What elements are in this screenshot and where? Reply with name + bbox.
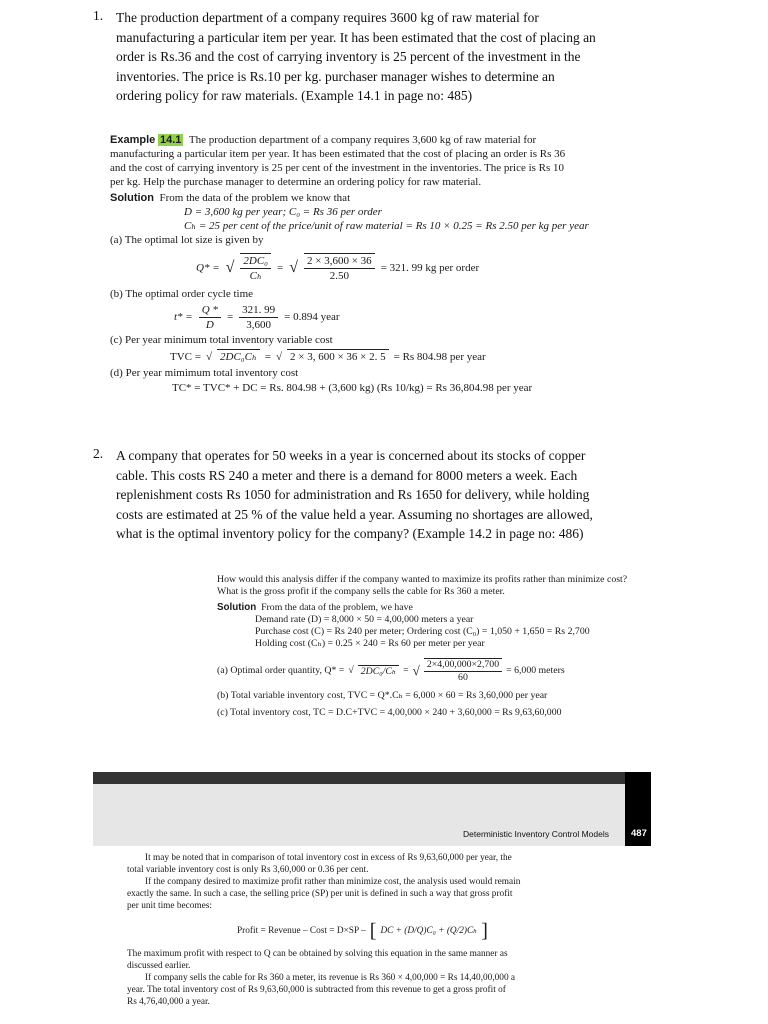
p487-line: If company sells the cable for Rs 360 a meter, its revenue is Rs 360 × 4,00,000 = Rs 14,40,00,000 a: [145, 973, 516, 983]
example-intro-line: manufacturing a particular item per year. It has been estimated that the cost of placing an order is Rs 36: [110, 148, 566, 160]
formula-b-eq: =: [226, 311, 234, 323]
given-line: D = 3,600 kg per year; C₀ = Rs 36 per order: [184, 206, 382, 218]
example-intro-line: and the cost of carrying inventory is 25 per cent of the investment in the inventories. The price is Rs 10: [110, 162, 565, 174]
ex2-given-line: Holding cost (Cₕ) = 0.25 × 240 = Rs 60 per meter per year: [255, 638, 485, 649]
ex2-part-c: (c) Total inventory cost, TC = D.C+TVC = 4,00,000 × 240 + 3,60,000 = Rs 9,63,60,000: [217, 707, 562, 718]
part-c-label: (c) Per year minimum total inventory variable cost: [110, 334, 333, 346]
part-d-label: (d) Per year mimimum total inventory cost: [110, 367, 299, 379]
p487-line: The maximum profit with respect to Q can be obtained by solving this equation in the same manner as: [127, 949, 508, 959]
p487-line: exactly the same. In such a case, the selling price (SP) per unit is defined in such a way that gross profit: [127, 889, 513, 899]
formula-b: [110, 301, 658, 333]
page-number: 487: [631, 828, 647, 839]
q1-line: order is Rs.36 and the cost of carrying inventory is 25 percent of the investment in the: [116, 49, 581, 64]
ex2-formula-a-eq: =: [403, 665, 409, 676]
ex2-given-line: Purchase cost (C) = Rs 240 per meter; Ordering cost (C₀) = 1,050 + 1,650 = Rs 2,700: [255, 626, 590, 637]
q2-line: A company that operates for 50 weeks in a year is concerned about its stocks of copper: [116, 448, 586, 463]
q2-line: costs are estimated at 25 % of the value held a year. Assuming no shortages are allowed,: [116, 506, 593, 522]
q2-line: replenishment costs Rs 1050 for administration and Rs 1650 for delivery, while holding: [116, 487, 590, 502]
formula-b-den1: D: [205, 318, 214, 331]
p487-line: It may be noted that in comparison of total inventory cost in excess of Rs 9,63,60,000 per year, the: [145, 853, 512, 863]
ex2-intro-line: How would this analysis differ if the company wanted to maximize its profits rather than minimize cost?: [217, 574, 628, 585]
ex2-solution-label: Solution: [217, 602, 257, 613]
q1-line: The production department of a company requires 3600 kg of raw material for: [116, 10, 539, 25]
ex2-formula-a-num: 2×4,00,000×2,700: [424, 659, 502, 672]
example-label-number: 14.1: [160, 134, 182, 146]
formula-a-lhs: Q* =: [196, 262, 220, 274]
formula-d: TC* = TVC* + DC = Rs. 804.98 + (3,600 kg) (Rs 10/kg) = Rs 36,804.98 per year: [172, 382, 533, 394]
question-1-number: 1.: [93, 8, 104, 23]
formula-a-eq: =: [277, 262, 284, 274]
page-header-bar: [93, 772, 651, 784]
p487-line: per unit time becomes:: [127, 901, 212, 911]
ex2-formula-a-sqrt1: 2DC₀/Cₕ: [358, 665, 399, 678]
formula-c-result: = Rs 804.98 per year: [393, 350, 486, 363]
p487-line: year. The total inventory cost of Rs 9,63,60,000 is subtracted from this revenue to get a gross profit of: [127, 985, 506, 995]
example-intro-line: The production department of a company requires 3,600 kg of raw material for: [188, 134, 537, 146]
part-b-label: (b) The optimal order cycle time: [110, 288, 254, 300]
profit-equation-lhs: Profit = Revenue – Cost = D×SP –: [237, 926, 366, 936]
q2-line: what is the optimal inventory policy for the company? (Example 14.2 in page no: 486): [116, 526, 584, 541]
formula-c: TVC = √ 2DC₀Cₕ = √ 2 × 3, 600 × 36 × 2. 5 = Rs 804.98 per year: [170, 350, 486, 363]
ex2-formula-a-den: 60: [458, 672, 468, 683]
ex2-intro-line: What is the gross profit if the company sells the cable for Rs 360 a meter.: [217, 586, 505, 597]
example-label: Example: [110, 134, 156, 146]
formula-b-lhs: t* =: [174, 311, 193, 323]
ex2-part-b: (b) Total variable inventory cost, TVC = Q*.Cₕ = 6,000 × 60 = Rs 3,60,000 per year: [217, 690, 548, 701]
ex2-formula-a: (a) Optimal order quantity, Q* = √ 2DC₀/Cₕ = √ $\frac{2\times 4,00,000\times 2,700}{60}$ = 6,000 meters: [217, 659, 565, 683]
q1-line: manufacturing a particular item per year. It has been estimated that the cost of placing an: [116, 29, 596, 45]
p487-line: discussed earlier.: [127, 961, 191, 971]
ex2-solution-intro: From the data of the problem, we have: [261, 602, 413, 613]
formula-b-num2: 321. 99: [239, 303, 278, 318]
page-header-title: Deterministic Inventory Control Models: [463, 829, 609, 839]
profit-equation: Profit = Revenue – Cost = D×SP – [ DC + (D/Q)C₀ + (Q/2)Cₕ ]: [237, 920, 488, 942]
p487-line: total variable inventory cost is only Rs 3,60,000 or 0.36 per cent.: [127, 865, 369, 875]
formula-c-sqrt1: 2DC₀Cₕ: [217, 349, 260, 364]
page-487-body: [127, 852, 563, 1008]
example-14-1: [110, 133, 658, 395]
formula-b-num1: Q *: [199, 303, 221, 318]
formula-a-num2: 2 × 3,600 × 36: [304, 254, 375, 269]
solution-intro: From the data of the problem we know that: [159, 192, 351, 204]
formula-c-eq: =: [264, 350, 271, 363]
solution-label: Solution: [110, 192, 154, 204]
formula-b-result: = 0.894 year: [284, 311, 340, 323]
ex2-formula-a-result: = 6,000 meters: [506, 665, 565, 676]
formula-a-den2: 2.50: [329, 270, 349, 282]
question-2-number: 2.: [93, 446, 104, 461]
formula-c-sqrt2: 2 × 3, 600 × 36 × 2. 5: [287, 349, 389, 364]
formula-a-num1: 2DC₀: [240, 254, 271, 269]
question-1-text: [116, 8, 675, 106]
formula-a-den1: Cₕ: [249, 270, 262, 282]
q1-line: ordering policy for raw materials. (Example 14.1 in page no: 485): [116, 88, 473, 103]
ex2-formula-a-label: (a) Optimal order quantity, Q* =: [217, 665, 345, 676]
q2-line: cable. This costs RS 240 a meter and there is a demand for 8000 meters a week. Each: [116, 467, 578, 483]
question-2-text: [116, 446, 675, 544]
p487-line: Rs 4,76,40,000 a year.: [127, 997, 210, 1007]
formula-a: Q* = √ $\frac{\text{2DC₀}}{\text{Cₕ}}$ = √ $\frac{2 \times 3,600 \times 36}{2.50}$ = 321. 99 kg per order: [196, 255, 480, 282]
part-a-label: (a) The optimal lot size is given by: [110, 234, 264, 246]
example-14-2: [217, 574, 657, 719]
formula-c-lhs: TVC =: [170, 350, 201, 363]
example-intro-line: per kg. Help the purchase manager to determine an ordering policy for raw material.: [110, 176, 482, 188]
q1-line: inventories. The price is Rs.10 per kg. purchaser manager wishes to determine an: [116, 68, 555, 84]
formula-b-den2: 3,600: [246, 318, 272, 331]
profit-equation-bracket: DC + (D/Q)C₀ + (Q/2)Cₕ: [380, 926, 478, 936]
p487-line: If the company desired to maximize profit rather than minimize cost, the analysis used would remain: [145, 877, 521, 887]
given-line: Cₕ = 25 per cent of the price/unit of raw material = Rs 10 × 0.25 = Rs 2.50 per kg per year: [184, 220, 589, 232]
ex2-given-line: Demand rate (D) = 8,000 × 50 = 4,00,000 meters a year: [255, 614, 474, 625]
formula-a-result: = 321. 99 kg per order: [380, 262, 480, 274]
